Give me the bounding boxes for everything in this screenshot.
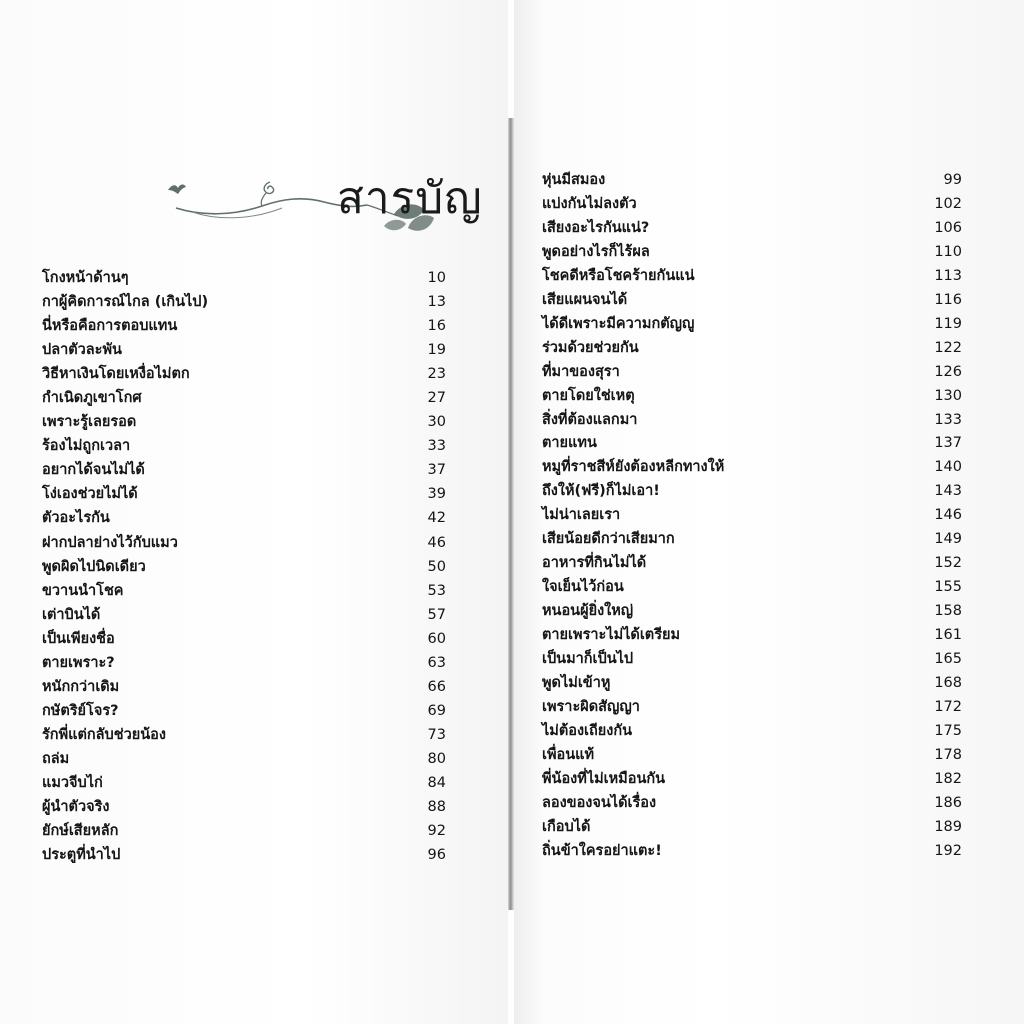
toc-entry-page: 92 — [427, 823, 446, 840]
toc-entry-page: 42 — [427, 510, 446, 527]
toc-entry-title: เสียแผนจนได้ — [542, 291, 628, 308]
toc-entry — [542, 456, 962, 480]
toc-entry-title: พูดไม่เข้าหู — [542, 675, 611, 692]
toc-entry-page: 66 — [427, 678, 446, 695]
toc-entry-page: 152 — [934, 555, 962, 572]
toc-entry-title: ตายโดยใช่เหตุ — [542, 387, 635, 404]
toc-entry-page: 130 — [934, 387, 962, 404]
toc-entry — [542, 720, 962, 744]
toc-entry — [542, 744, 962, 768]
toc-entry — [42, 531, 446, 555]
toc-entry — [42, 338, 446, 362]
toc-entry — [542, 600, 962, 624]
toc-entry — [542, 816, 962, 840]
toc-entry-title: โชคดีหรือโชคร้ายกันแน่ — [542, 267, 695, 284]
toc-entry — [542, 480, 962, 504]
toc-entry-page: 80 — [427, 750, 446, 767]
toc-entry-page: 182 — [934, 770, 962, 787]
toc-entry-title: ลองของจนได้เรื่อง — [542, 794, 657, 811]
toc-entry-title: หนักกว่าเดิม — [42, 678, 120, 695]
toc-entry-title: หุ่นมีสมอง — [542, 172, 606, 188]
toc-entry-title: วิธีหาเงินโดยเหงื่อไม่ตก — [42, 366, 190, 383]
toc-right-list — [542, 169, 962, 864]
toc-entry-title: นี่หรือคือการตอบแทน — [42, 318, 178, 335]
toc-entry-page: 46 — [427, 534, 446, 551]
toc-entry-title: ยักษ์เสียหลัก — [42, 823, 119, 840]
toc-entry-title: ไม่ต้องเถียงกัน — [542, 722, 633, 739]
toc-entry-page: 165 — [934, 651, 962, 668]
toc-entry — [542, 241, 962, 265]
toc-entry — [542, 696, 962, 720]
toc-entry — [542, 672, 962, 696]
toc-entry-page: 33 — [427, 438, 446, 455]
toc-entry-page: 23 — [427, 366, 446, 383]
toc-entry-title: ขวานนำโชค — [42, 582, 124, 599]
toc-entry-title: ถล่ม — [42, 750, 70, 767]
toc-entry — [42, 266, 446, 290]
toc-entry-title: ตายแทน — [542, 435, 597, 452]
toc-entry-page: 143 — [934, 483, 962, 500]
toc-entry-page: 50 — [427, 558, 446, 575]
toc-heading — [162, 172, 482, 242]
toc-entry-page: 84 — [427, 774, 446, 791]
toc-entry — [542, 792, 962, 816]
toc-entry — [42, 675, 446, 699]
toc-entry — [542, 768, 962, 792]
toc-entry — [42, 771, 446, 795]
toc-entry — [42, 579, 446, 603]
toc-entry-page: 146 — [934, 507, 962, 524]
toc-entry — [42, 627, 446, 651]
toc-entry-page: 30 — [427, 414, 446, 431]
toc-entry-title: หนอนผู้ยิ่งใหญ่ — [542, 603, 634, 620]
toc-entry — [42, 699, 446, 723]
toc-entry-page: 137 — [934, 435, 962, 452]
toc-entry — [42, 795, 446, 819]
toc-entry — [542, 313, 962, 337]
toc-entry — [42, 434, 446, 458]
toc-entry-title: เต่าบินได้ — [42, 606, 101, 623]
toc-entry-title: ที่มาของสุรา — [542, 363, 620, 380]
toc-entry-title: เพราะรู้เลยรอด — [42, 414, 137, 431]
toc-entry-page: 69 — [427, 702, 446, 719]
page-title: สารบัญ — [337, 173, 483, 224]
toc-entry — [42, 506, 446, 530]
toc-entry-title: แมวจีบไก่ — [42, 774, 103, 791]
toc-entry-title: ผู้นำตัวจริง — [42, 799, 110, 816]
toc-entry — [542, 576, 962, 600]
toc-entry — [42, 410, 446, 434]
toc-entry-page: 88 — [427, 799, 446, 816]
toc-entry-title: เพราะผิดสัญญา — [542, 698, 640, 715]
toc-entry — [542, 169, 962, 193]
toc-entry — [542, 432, 962, 456]
toc-entry-page: 172 — [934, 698, 962, 715]
toc-entry — [542, 528, 962, 552]
left-page — [0, 0, 508, 1024]
toc-entry-page: 96 — [427, 847, 446, 864]
toc-entry-title: สิ่งที่ต้องแลกมา — [542, 411, 638, 428]
toc-entry-page: 189 — [934, 818, 962, 835]
toc-entry-title: กาผู้คิดการณ์ไกล (เกินไป) — [42, 294, 209, 311]
toc-entry-title: เพื่อนแท้ — [542, 746, 595, 763]
toc-entry-page: 186 — [934, 794, 962, 811]
toc-entry — [542, 648, 962, 672]
toc-entry-title: กษัตริย์โจร? — [42, 702, 119, 719]
toc-entry-page: 99 — [943, 172, 962, 188]
toc-entry-page: 119 — [934, 315, 962, 332]
toc-entry-title: รักพี่แต่กลับช่วยน้อง — [42, 726, 166, 743]
toc-entry-page: 106 — [934, 219, 962, 236]
toc-entry-page: 116 — [934, 291, 962, 308]
toc-entry — [542, 385, 962, 409]
toc-entry-page: 60 — [427, 630, 446, 647]
toc-entry-title: หมูที่ราชสีห์ยังต้องหลีกทางให้ — [542, 459, 725, 476]
toc-entry — [542, 337, 962, 361]
toc-entry-title: พี่น้องที่ไม่เหมือนกัน — [542, 770, 666, 787]
toc-entry-title: ตายเพราะไม่ได้เตรียม — [542, 627, 681, 644]
toc-entry-page: 73 — [427, 726, 446, 743]
toc-entry-page: 175 — [934, 722, 962, 739]
toc-entry-title: โง่เองช่วยไม่ได้ — [42, 486, 138, 503]
toc-entry — [542, 361, 962, 385]
toc-entry — [42, 819, 446, 843]
toc-entry-page: 53 — [427, 582, 446, 599]
toc-entry-page: 27 — [427, 390, 446, 407]
toc-entry — [42, 386, 446, 410]
toc-entry-title: พูดผิดไปนิดเดียว — [42, 558, 146, 575]
toc-entry-page: 19 — [427, 342, 446, 359]
toc-entry-title: เกือบได้ — [542, 818, 591, 835]
toc-entry-title: ใจเย็นไว้ก่อน — [542, 579, 624, 596]
toc-entry-page: 57 — [427, 606, 446, 623]
toc-entry-title: เป็นมาก็เป็นไป — [542, 651, 634, 668]
toc-entry-title: ปลาตัวละพัน — [42, 342, 122, 359]
toc-entry-page: 140 — [934, 459, 962, 476]
toc-entry — [42, 603, 446, 627]
toc-entry-title: ไม่น่าเลยเรา — [542, 507, 621, 524]
toc-entry — [42, 723, 446, 747]
toc-entry-title: ถิ่นข้าใครอย่าแตะ! — [542, 842, 662, 859]
toc-entry — [542, 265, 962, 289]
toc-entry-page: 122 — [934, 339, 962, 356]
toc-entry-title: โกงหน้าด้านๆ — [42, 270, 129, 286]
toc-entry-title: กำเนิดภูเขาโกศ — [42, 390, 142, 407]
toc-entry-page: 113 — [934, 267, 962, 284]
toc-entry-page: 126 — [934, 363, 962, 380]
toc-entry-title: ฝากปลาย่างไว้กับแมว — [42, 534, 178, 551]
toc-entry-page: 155 — [934, 579, 962, 596]
toc-entry-title: ถึงให้(ฟรี)ก็ไม่เอา! — [542, 483, 660, 500]
toc-entry-page: 110 — [934, 243, 962, 260]
toc-entry-page: 133 — [934, 411, 962, 428]
toc-entry-title: ร่วมด้วยช่วยกัน — [542, 339, 639, 356]
toc-entry-title: แบ่งกันไม่ลงตัว — [542, 195, 637, 212]
toc-entry — [42, 362, 446, 386]
toc-entry-title: พูดอย่างไรก็ไร้ผล — [542, 243, 650, 260]
toc-entry — [42, 314, 446, 338]
toc-entry-page: 158 — [934, 603, 962, 620]
toc-entry — [542, 624, 962, 648]
toc-left-list — [42, 266, 446, 867]
toc-entry-title: อาหารที่กินไม่ได้ — [542, 555, 647, 572]
toc-entry-page: 39 — [427, 486, 446, 503]
toc-entry-page: 13 — [427, 294, 446, 311]
toc-entry-title: ตัวอะไรกัน — [42, 510, 110, 527]
toc-entry — [42, 290, 446, 314]
toc-entry — [542, 409, 962, 433]
toc-entry-title: เสียน้อยดีกว่าเสียมาก — [542, 531, 675, 548]
toc-entry — [42, 747, 446, 771]
toc-entry-title: ประตูที่นำไป — [42, 847, 121, 864]
toc-entry-page: 192 — [934, 842, 962, 859]
toc-entry — [42, 482, 446, 506]
toc-entry — [542, 840, 962, 864]
toc-entry-title: ได้ดีเพราะมีความกตัญญู — [542, 315, 695, 332]
toc-entry — [42, 458, 446, 482]
toc-entry — [542, 289, 962, 313]
toc-entry-page: 37 — [427, 462, 446, 479]
toc-entry-page: 161 — [934, 627, 962, 644]
toc-entry-title: ร้องไม่ถูกเวลา — [42, 438, 131, 455]
toc-entry-title: อยากได้จนไม่ได้ — [42, 462, 145, 479]
toc-entry-title: เป็นเพียงชื่อ — [42, 630, 115, 647]
toc-entry — [42, 843, 446, 867]
toc-entry-page: 102 — [934, 195, 962, 212]
toc-entry-page: 149 — [934, 531, 962, 548]
toc-entry — [542, 504, 962, 528]
toc-entry — [542, 193, 962, 217]
toc-entry-title: เสียงอะไรกันแน่? — [542, 219, 650, 236]
toc-entry-page: 16 — [427, 318, 446, 335]
toc-entry-page: 63 — [427, 654, 446, 671]
toc-entry — [542, 552, 962, 576]
toc-entry-page: 178 — [934, 746, 962, 763]
toc-entry — [542, 217, 962, 241]
toc-entry-page: 10 — [427, 270, 446, 286]
toc-entry-title: ตายเพราะ? — [42, 654, 115, 671]
toc-entry — [42, 555, 446, 579]
toc-entry-page: 168 — [934, 675, 962, 692]
toc-entry — [42, 651, 446, 675]
